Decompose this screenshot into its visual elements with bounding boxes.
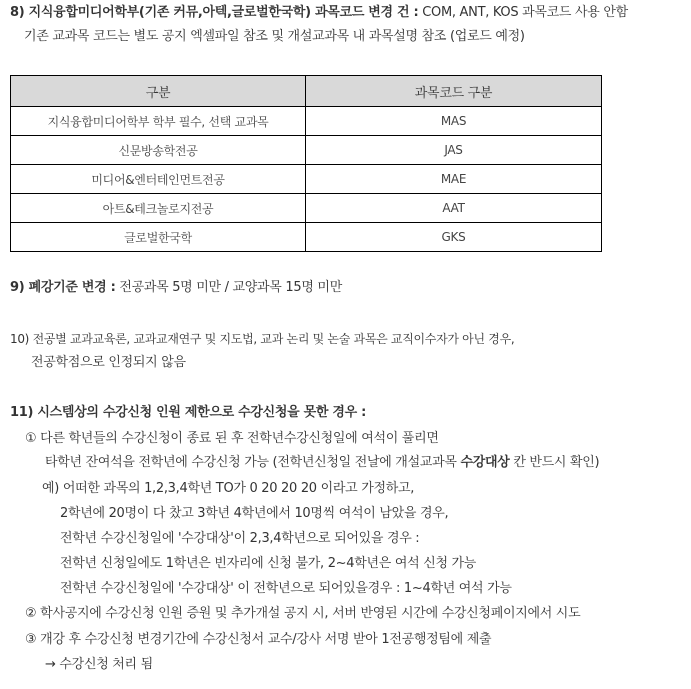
item11-example-line4: 전학년 신청일에도 1학년은 빈자리에 신청 불가, 2~4학년은 여석 신청 가능 xyxy=(60,556,477,571)
table-cell-category: 미디어&엔터테인먼트전공 xyxy=(11,165,306,194)
item11-point1-line2-emphasis: 수강대상 xyxy=(460,455,510,470)
item9-title-rest: 전공과목 5명 미만 / 교양과목 15명 미만 xyxy=(115,280,342,295)
item9-title-bold: 9) 폐강기준 변경 : xyxy=(10,280,116,295)
table-cell-category: 글로벌한국학 xyxy=(11,223,306,252)
item8-title-rest: COM, ANT, KOS 과목코드 사용 안함 xyxy=(418,5,628,20)
item9-title xyxy=(10,279,342,297)
item11-example-line3: 전학년 수강신청일에 '수강대상'이 2,3,4학년으로 되어있을 경우 : xyxy=(60,531,420,546)
item11-title: 11) 시스템상의 수강신청 인원 제한으로 수강신청을 못한 경우 : xyxy=(10,405,367,420)
item11-point3-line1: ③ 개강 후 수강신청 변경기간에 수강신청서 교수/강사 서명 받아 1전공행정팀에 제출 xyxy=(25,632,492,647)
table-header-row xyxy=(11,76,602,107)
table-cell-category: 지식융합미디어학부 학부 필수, 선택 교과목 xyxy=(11,107,306,136)
table-cell-code: GKS xyxy=(306,223,602,252)
table-row xyxy=(11,223,602,252)
item11-example-line2: 2학년에 20명이 다 찼고 3학년 4학년에서 10명씩 여석이 남았을 경우, xyxy=(60,506,449,521)
item11-point1-line1: ① 다른 학년들의 수강신청이 종료 된 후 전학년수강신청일에 여석이 풀리면 xyxy=(25,431,439,446)
item11-example-line1: 예) 어떠한 과목의 1,2,3,4학년 TO가 0 20 20 20 이라고 가정하고, xyxy=(42,481,415,496)
course-code-table xyxy=(10,75,602,252)
table-cell-code: MAS xyxy=(306,107,602,136)
table-cell-category: 아트&테크놀로지전공 xyxy=(11,194,306,223)
item11-example-line5: 전학년 수강신청일에 '수강대상' 이 전학년으로 되어있을경우 : 1~4학년 여석 가능 xyxy=(60,581,512,596)
item10-line1: 10) 전공별 교과교육론, 교과교재연구 및 지도법, 교과 논리 및 논술 과목은 교직이수자가 아닌 경우, xyxy=(10,332,515,346)
table-header-code: 과목코드 구분 xyxy=(306,76,602,107)
table-cell-code: MAE xyxy=(306,165,602,194)
item8-title xyxy=(10,4,628,22)
item11-point2: ② 학사공지에 수강신청 인원 증원 및 추가개설 공지 시, 서버 반영된 시간에 수강신청페이지에서 시도 xyxy=(25,606,581,621)
table-cell-code: JAS xyxy=(306,136,602,165)
item11-point3-line2: → 수강신청 처리 됨 xyxy=(45,657,153,672)
table-cell-category: 신문방송학전공 xyxy=(11,136,306,165)
item11-point1-line2-a: 타학년 잔여석을 전학년에 수강신청 가능 (전학년신청일 전날에 개설교과목 xyxy=(45,455,461,470)
item10-line2: 전공학점으로 인정되지 않음 xyxy=(31,355,186,370)
table-cell-code: AAT xyxy=(306,194,602,223)
item11-point1-line2 xyxy=(45,454,599,472)
item11-point1-line2-c: 칸 반드시 확인) xyxy=(509,455,600,470)
item8-title-bold: 8) 지식융합미디어학부(기존 커뮤,아텍,글로벌한국학) 과목코드 변경 건 : xyxy=(10,5,419,20)
table-row xyxy=(11,107,602,136)
item8-subtext: 기존 교과목 코드는 별도 공지 엑셀파일 참조 및 개설교과목 내 과목설명 참조 (업로드 예정) xyxy=(24,29,525,44)
table-row xyxy=(11,136,602,165)
table-row xyxy=(11,165,602,194)
table-header-category: 구분 xyxy=(11,76,306,107)
table-row xyxy=(11,194,602,223)
